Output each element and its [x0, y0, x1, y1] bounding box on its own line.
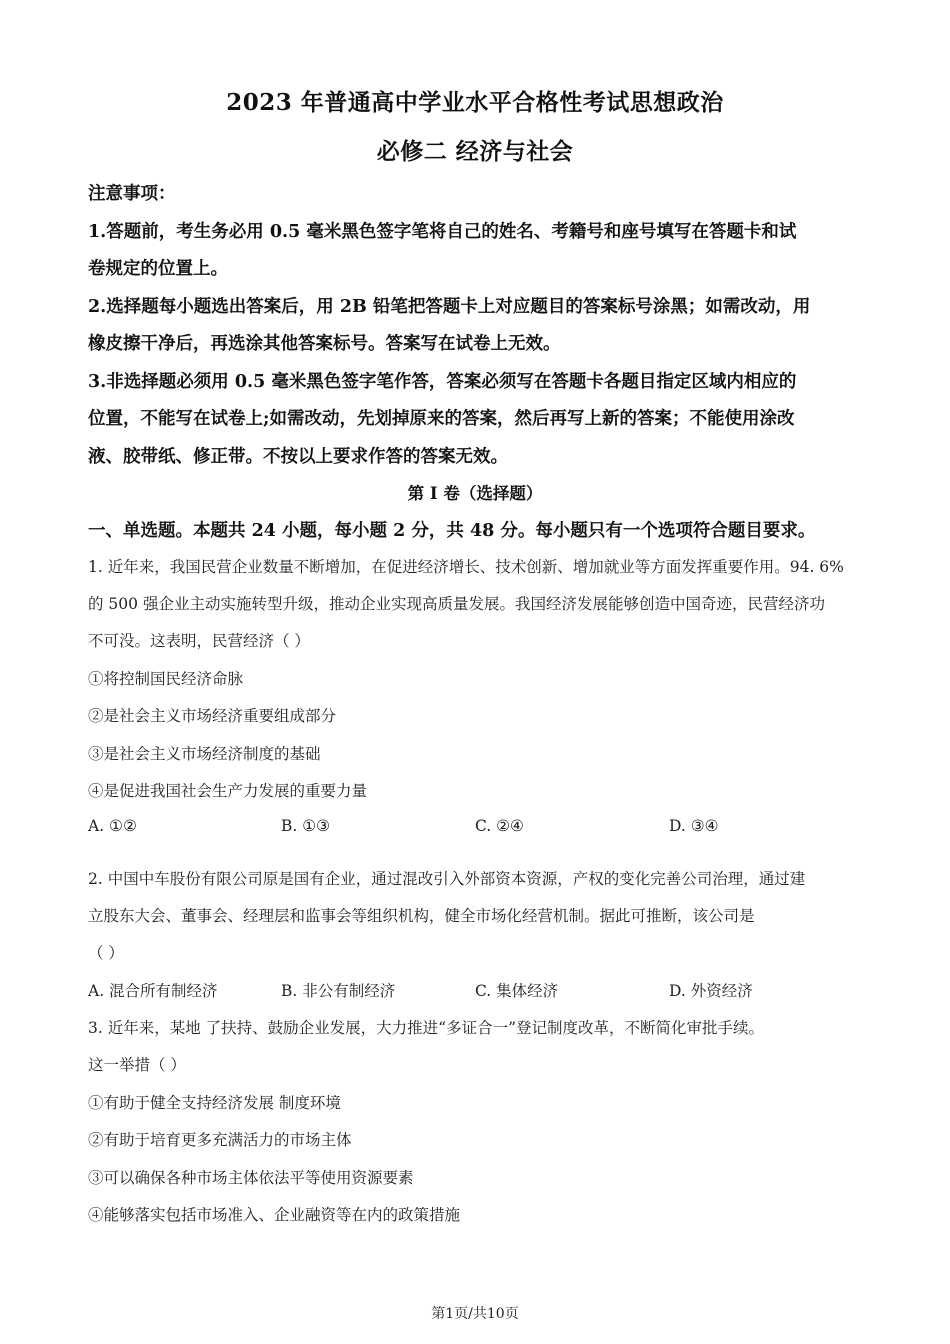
q2-option-a: A. 混合所有制经济 [88, 982, 218, 1000]
q2-stem-line: 2. 中国中车股份有限公司原是国有企业，通过混改引入外部资本资源，产权的变化完善公司治理，通过建 [88, 870, 806, 888]
q3-item: ③可以确保各种市场主体依法平等使用资源要素 [88, 1169, 414, 1187]
notice-line: 1.答题前，考生务必用 0.5 毫米黑色签字笔将自己的姓名、考籍号和座号填写在答题卡和试 [88, 222, 797, 242]
notice-line: 橡皮擦干净后，再选涂其他答案标号。答案写在试卷上无效。 [88, 334, 561, 354]
q2-stem-line: 立股东大会、董事会、经理层和监事会等组织机构，健全市场化经营机制。据此可推断，该公司是 [88, 907, 755, 925]
q2-option-c: C. 集体经济 [475, 982, 559, 1000]
q1-item: ③是社会主义市场经济制度的基础 [88, 745, 321, 763]
q2-option-d: D. 外资经济 [669, 982, 753, 1000]
exam-title: 2023 年普通高中学业水平合格性考试思想政治 [226, 89, 724, 116]
q1-option-c: C. ②④ [475, 817, 524, 835]
q1-item: ①将控制国民经济命脉 [88, 670, 244, 688]
q1-option-d: D. ③④ [669, 817, 719, 835]
q1-option-b: B. ①③ [281, 817, 331, 835]
q1-item: ②是社会主义市场经济重要组成部分 [88, 707, 337, 725]
q3-stem-line: 这一举措（ ） [88, 1056, 186, 1074]
section-instruction: 一、单选题。本题共 24 小题，每小题 2 分，共 48 分。每小题只有一个选项符合题目要求。 [88, 521, 816, 541]
notice-line: 卷规定的位置上。 [88, 259, 228, 279]
notice-heading: 注意事项： [88, 184, 176, 204]
page-number: 第1页/共10页 [431, 1306, 519, 1322]
notice-line: 2.选择题每小题选出答案后，用 2B 铅笔把答题卡上对应题目的答案标号涂黑；如需改动，用 [88, 297, 811, 317]
q3-stem-line: 3. 近年来，某地 了扶持、鼓励企业发展，大力推进“多证合一”登记制度改革，不断简化审批手续。 [88, 1019, 764, 1037]
q2-option-b: B. 非公有制经济 [281, 982, 396, 1000]
q1-option-a: A. ①② [88, 817, 137, 835]
notice-line: 3.非选择题必须用 0.5 毫米黑色签字笔作答，答案必须写在答题卡各题目指定区域内相应的 [88, 372, 797, 392]
exam-subtitle: 必修二 经济与社会 [376, 138, 574, 165]
q3-item: ②有助于培育更多充满活力的市场主体 [88, 1131, 352, 1149]
section-title: 第 I 卷（选择题） [407, 484, 543, 503]
q1-item: ④是促进我国社会生产力发展的重要力量 [88, 782, 368, 800]
notice-line: 液、胶带纸、修正带。不按以上要求作答的答案无效。 [88, 447, 508, 467]
q2-stem-line: （ ） [88, 944, 124, 962]
q3-item: ①有助于健全支持经济发展 制度环境 [88, 1094, 341, 1112]
q3-item: ④能够落实包括市场准入、企业融资等在内的政策措施 [88, 1206, 461, 1224]
notice-line: 位置，不能写在试卷上;如需改动，先划掉原来的答案，然后再写上新的答案；不能使用涂改 [88, 409, 795, 429]
q1-stem-line: 的 500 强企业主动实施转型升级，推动企业实现高质量发展。我国经济发展能够创造中国奇迹，民营经济功 [88, 595, 825, 613]
q1-stem-line: 1. 近年来，我国民营企业数量不断增加，在促进经济增长、技术创新、增加就业等方面发挥重要作用。94. 6% [88, 558, 844, 576]
q1-stem-line: 不可没。这表明，民营经济（ ） [88, 632, 310, 650]
